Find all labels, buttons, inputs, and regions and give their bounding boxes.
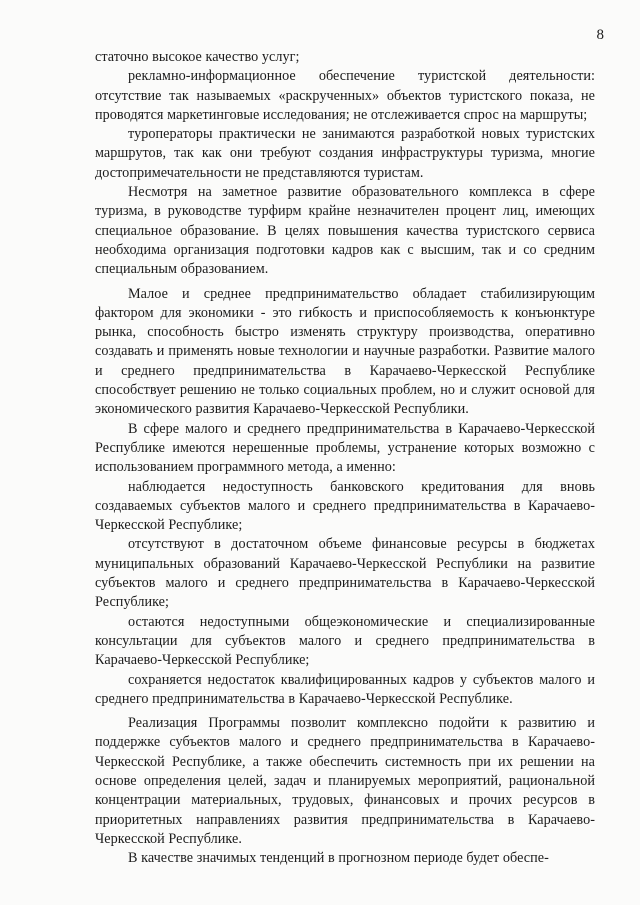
list-item: остаются недоступными общеэкономические и специализированные консультации для субъектов малого и среднего предпринимательства в Карачаево-Черкесской Республике;	[95, 613, 595, 669]
paragraph: туроператоры практически не занимаются разработкой новых туристских маршрутов, так как они требуют создания инфраструктуры туризма, многие достопримечательности не представляются туристам.	[95, 126, 595, 181]
paragraph: статочно высокое качество услуг;	[95, 49, 300, 65]
list-item: отсутствуют в достаточном объеме финансовые ресурсы в бюджетах муниципальных образований Карачаево-Черкесской Республики на развитие субъектов малого и среднего предпринимательства в Карачаево-Черкесской Республике;	[95, 536, 595, 611]
paragraph: В качестве значимых тенденций в прогнозном периоде будет обеспе-	[128, 850, 549, 867]
list-item: наблюдается недоступность банковского кредитования для вновь создаваемых субъектов малого и среднего предпринимательства в Карачаево-Черкесской Республике;	[95, 478, 595, 534]
paragraph: Несмотря на заметное развитие образовательного комплекса в сфере туризма, в руководстве турфирм крайне незначителен процент лиц, имеющих специальное образование. В целях повышения качества туристского сервиса необходима организация подготовки кадров как с высшим, так и со средним специальным образованием.	[95, 184, 595, 278]
body-text	[95, 48, 595, 868]
paragraph: Реализация Программы позволит комплексно подойти к развитию и поддержке субъектов малого и среднего предпринимательства в Карачаево-Черкесской Республике, а также обеспечить системность при их решении на основе определения целей, задач и планируемых мероприятий, рациональной концентрации материальных, трудовых, финансовых и прочих ресурсов в приоритетных направлениях развития предпринимательства в Карачаево-Черкесской Республике.	[95, 715, 595, 847]
paragraph: В сфере малого и среднего предпринимательства в Карачаево-Черкесской Республике имеются нерешенные проблемы, устранение которых возможно с использованием программного метода, а именно:	[95, 420, 595, 476]
paragraph: рекламно-информационное обеспечение туристской деятельности: отсутствие так называемых «раскрученных» объектов туристского показа, не проводятся маркетинговые исследования; не отслеживается спрос на маршруты;	[95, 68, 595, 123]
page-number: 8	[596, 27, 604, 43]
list-item: сохраняется недостаток квалифицированных кадров у субъектов малого и среднего предпринимательства в Карачаево-Черкесской Республике.	[95, 671, 595, 707]
paragraph: Малое и среднее предпринимательство обладает стабилизирующим фактором для экономики - это гибкость и приспособляемость к конъюнктуре рынка, способность быстро изменять структуру производства, оперативно создавать и применять новые технологии и научные разработки. Развитие малого и среднего предпринимательства в Карачаево-Черкесской Республике способствует решению не только социальных проблем, но и служит основой для экономического развития Карачаево-Черкесской Республики.	[95, 285, 595, 418]
